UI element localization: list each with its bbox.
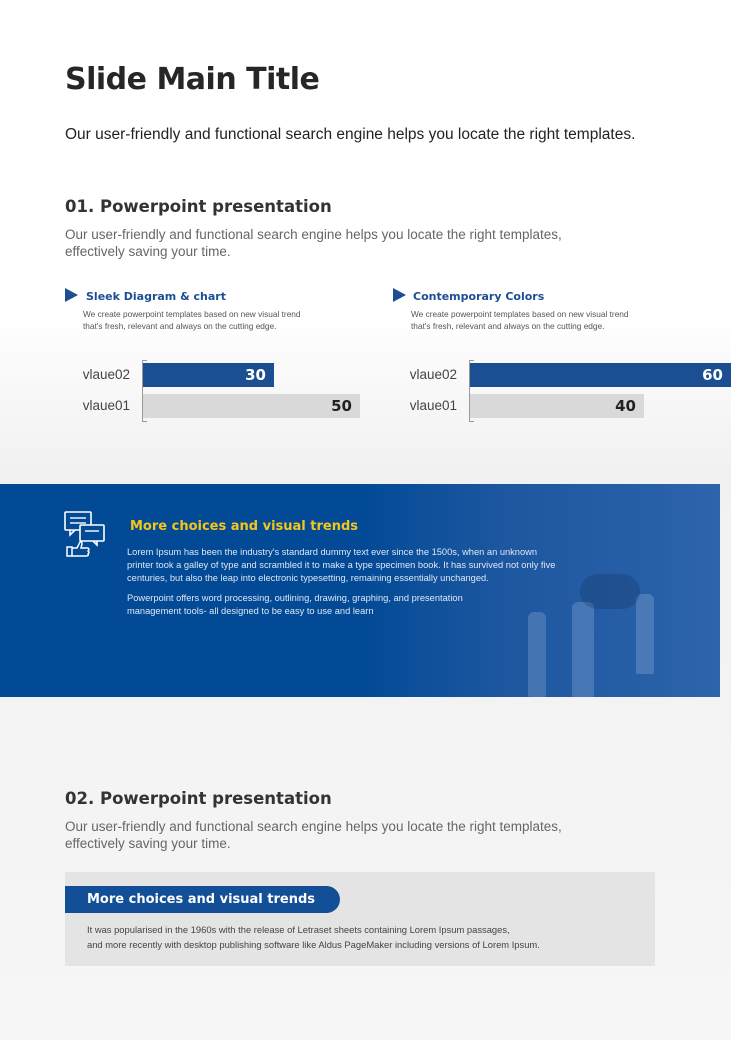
band-paragraph-line: management tools- all designed to be easy to use and learn: [127, 606, 374, 616]
bar-value01: [143, 394, 360, 418]
bar-chart-left: [70, 360, 370, 422]
section2-title: 02. Powerpoint presentation: [65, 789, 332, 808]
highlight-band: [0, 484, 720, 697]
info-box-text: [87, 922, 647, 952]
left-feature-description: [83, 308, 343, 332]
info-box-title-pill: More choices and visual trends: [65, 886, 340, 913]
section1-desc-line: Our user-friendly and functional search engine helps you locate the right templates,: [65, 227, 562, 242]
chat-bubbles-thumbs-up-icon: [64, 511, 106, 557]
bar-value02: [470, 363, 731, 387]
bar-chart-right: [397, 360, 723, 422]
band-paragraph-2: [127, 592, 607, 618]
section1-desc-line: effectively saving your time.: [65, 244, 231, 259]
band-paragraph-line: printer took a galley of type and scrambled it to make a type specimen book. It has survived not only five: [127, 560, 556, 570]
band-paragraph-line: Lorem Ipsum has been the industry's standard dummy text ever since the 1500s, when an unknown: [127, 547, 538, 557]
triangle-bullet-icon: [393, 288, 406, 302]
bar-category-label: vlaue02: [409, 367, 457, 382]
right-feature-desc-line: We create powerpoint templates based on new visual trend: [411, 309, 629, 319]
page-subtitle: Our user-friendly and functional search engine helps you locate the right templates.: [65, 126, 636, 143]
bar-category-label: vlaue01: [82, 398, 130, 413]
section2-desc-line: Our user-friendly and functional search engine helps you locate the right templates,: [65, 819, 562, 834]
info-box-text-line: It was popularised in the 1960s with the release of Letraset sheets containing Lorem Ipsum passages,: [87, 924, 510, 935]
left-feature-heading: Sleek Diagram & chart: [86, 290, 226, 303]
band-title: More choices and visual trends: [130, 519, 359, 534]
info-box-text-line: and more recently with desktop publishing software like Aldus PageMaker including versions of Lorem Ipsum.: [87, 939, 540, 950]
right-feature-desc-line: that's fresh, relevant and always on the cutting edge.: [411, 321, 605, 331]
section1-title: 01. Powerpoint presentation: [65, 197, 332, 216]
bar-value-label: 60: [702, 366, 723, 384]
right-feature-heading: Contemporary Colors: [413, 290, 545, 303]
bar-value02: [143, 363, 274, 387]
band-paragraph-line: centuries, but also the leap into electronic typesetting, remaining essentially unchanged.: [127, 573, 489, 583]
triangle-bullet-icon: [65, 288, 78, 302]
left-feature-desc-line: that's fresh, relevant and always on the cutting edge.: [83, 321, 277, 331]
bar-category-label: vlaue01: [409, 398, 457, 413]
band-paragraph-1: [127, 546, 607, 585]
right-feature-description: [411, 308, 671, 332]
bar-value-label: 40: [615, 397, 636, 415]
section2-description: [65, 818, 605, 852]
bar-category-label: vlaue02: [82, 367, 130, 382]
page-title: Slide Main Title: [65, 62, 320, 97]
figurine-silhouette: [528, 612, 546, 697]
section1-description: [65, 226, 605, 260]
bar-value-label: 50: [331, 397, 352, 415]
left-feature-desc-line: We create powerpoint templates based on new visual trend: [83, 309, 301, 319]
section2-desc-line: effectively saving your time.: [65, 836, 231, 851]
bar-value01: [470, 394, 644, 418]
band-paragraph-line: Powerpoint offers word processing, outlining, drawing, graphing, and presentation: [127, 593, 463, 603]
bar-value-label: 30: [245, 366, 266, 384]
figurine-silhouette: [636, 594, 654, 674]
